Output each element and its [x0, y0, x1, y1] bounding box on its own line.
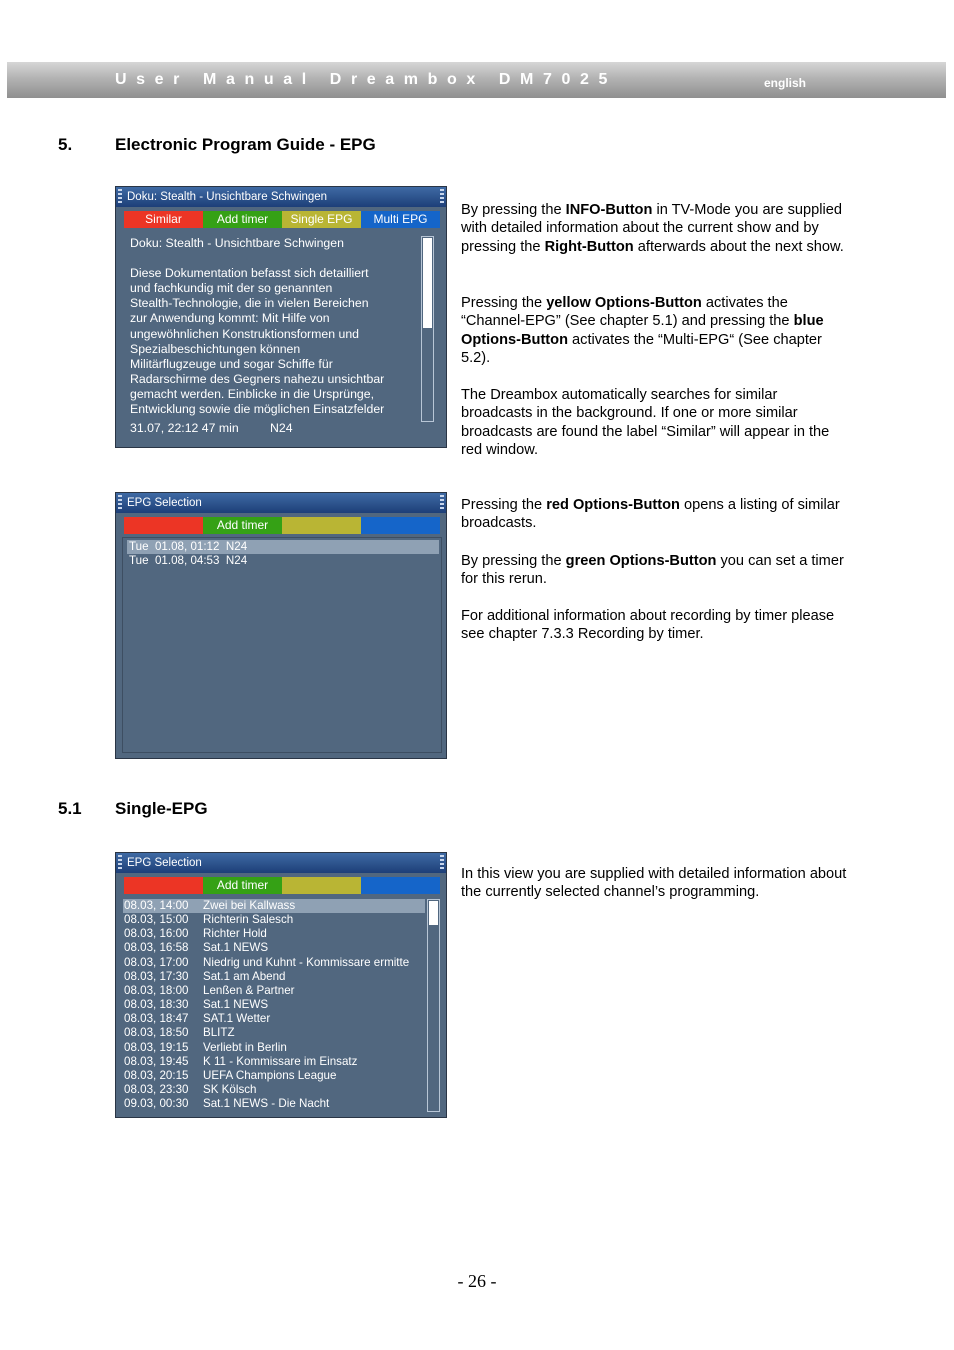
section-number: 5.1 [58, 799, 82, 818]
event-time: 31.07, 22:12 47 min [130, 421, 239, 435]
programme-title: SAT.1 Wetter [203, 1012, 271, 1026]
programme-title: Lenßen & Partner [203, 983, 295, 997]
programme-start: 08.03, 14:00 [124, 899, 189, 912]
scrollbar-thumb[interactable] [423, 238, 432, 328]
paragraph-options-buttons [461, 294, 851, 367]
text-run: By pressing the [461, 202, 566, 218]
bold-term: yellow Options-Button [546, 295, 702, 311]
epg-info-screen [115, 186, 447, 448]
programme-title: Sat.1 NEWS - Die Nacht [203, 1097, 330, 1111]
programme-title: Zwei bei Kallwass [203, 899, 296, 912]
programme-start: 08.03, 17:30 [124, 969, 189, 983]
text-run: The Dreambox automatically searches for similar broadcasts in the background. If one or more similar broadcasts are found the label “Similar” will appear in the red window. [461, 387, 830, 458]
section-number: 5. [58, 135, 73, 154]
yellow-single-epg-button[interactable]: Single EPG [282, 211, 361, 228]
grip-icon [118, 855, 122, 871]
text-run: In this view you are supplied with detailed information about the currently selected channel’s programming. [461, 866, 847, 901]
event-channel: N24 [270, 421, 293, 435]
programme-start: 08.03, 16:58 [124, 941, 189, 955]
text-run: activates the “Channel-EPG” (See chapter 5.1) and pressing the [461, 295, 794, 330]
grip-icon [440, 189, 444, 205]
programme-title: UEFA Champions League [203, 1068, 337, 1082]
text-run: Pressing the [461, 295, 547, 311]
programme-title: SK Kölsch [203, 1082, 257, 1096]
description-line: zur Anwendung kommt: Mit Hilfe von [130, 311, 330, 325]
screen-title: EPG Selection [127, 857, 202, 869]
description-line: und fachkundig mit der so genannten [130, 281, 333, 295]
screen-title: EPG Selection [127, 497, 202, 509]
paragraph-recording-reference [461, 607, 851, 644]
paragraph-info-button [461, 201, 851, 256]
blue-button[interactable] [361, 517, 440, 534]
bold-term: red Options-Button [546, 497, 680, 513]
programme-title: Sat.1 NEWS [203, 998, 269, 1012]
color-button-bar [124, 517, 440, 534]
bold-term: INFO-Button [565, 202, 653, 218]
programme-title: K 11 - Kommissare im Einsatz [203, 1054, 358, 1068]
programme-start: 08.03, 18:30 [124, 998, 189, 1012]
programme-start: 08.03, 20:15 [124, 1068, 189, 1082]
screen-title-bar [116, 493, 446, 513]
manual-title: User Manual Dreambox DM7025 [115, 71, 617, 88]
paragraph-red-button [461, 496, 851, 533]
scrollbar[interactable] [427, 899, 440, 1112]
yellow-button[interactable] [282, 517, 361, 534]
description-line: gemacht werden. Einblicke in die Ursprünge, [130, 387, 375, 401]
programme-title: Verliebt in Berlin [203, 1040, 287, 1054]
programme-start: 08.03, 23:30 [124, 1082, 189, 1096]
bold-term: blue Options-Button [461, 313, 824, 348]
description-line: Entwicklung sowie die möglichen Einsatzfelder [130, 402, 385, 416]
text-run: By pressing the [461, 553, 566, 569]
page-number: - 26 - [457, 1271, 497, 1291]
text-run: For additional information about recording by timer please see chapter 7.3.3 Recording by timer. [461, 608, 835, 643]
broadcast-list [122, 537, 442, 753]
programme-title: Sat.1 NEWS [203, 941, 269, 955]
blue-multi-epg-button[interactable]: Multi EPG [361, 211, 440, 228]
programme-start: 08.03, 15:00 [124, 913, 189, 927]
paragraph-similar-search [461, 386, 851, 459]
scrollbar-thumb[interactable] [429, 901, 438, 925]
description-line: Spezialbeschichtungen können [130, 342, 301, 356]
text-run: activates the “Multi-EPG“ (See chapter 5.2). [461, 331, 822, 366]
programme-title: Sat.1 am Abend [203, 969, 286, 983]
green-add-timer-button[interactable]: Add timer [203, 877, 282, 894]
programme-start: 08.03, 18:50 [124, 1026, 189, 1040]
description-line: Militärflugzeuge und sogar Schiffe für [130, 357, 333, 371]
screen-title-bar [116, 187, 446, 207]
description-line: Stealth-Technologie, die in vielen Bereichen [130, 296, 369, 310]
grip-icon [118, 189, 122, 205]
red-button[interactable] [124, 517, 203, 534]
description-line: Diese Dokumentation befasst sich detailliert [130, 266, 369, 280]
scrollbar[interactable] [421, 236, 434, 422]
red-button[interactable] [124, 877, 203, 894]
programme-start: 08.03, 19:45 [124, 1054, 189, 1068]
list-item[interactable]: Tue 01.08, 04:53 N24 [129, 554, 248, 567]
programme-title: Richterin Salesch [203, 913, 294, 927]
programme-title: Niedrig und Kuhnt - Kommissare ermitte [203, 955, 410, 969]
bold-term: Right-Button [544, 238, 634, 255]
programme-start: 08.03, 16:00 [124, 927, 189, 941]
single-epg-screen [115, 852, 447, 1118]
programme-start: 08.03, 19:15 [124, 1040, 189, 1054]
language-label: english [764, 76, 807, 90]
header-bar [7, 62, 946, 98]
section-title: Single-EPG [115, 799, 208, 818]
programme-start: 09.03, 00:30 [124, 1097, 189, 1111]
text-run: afterwards about the next show. [633, 238, 844, 255]
text-run: opens a listing of similar broadcasts. [461, 497, 840, 532]
screen-title: Doku: Stealth - Unsichtbare Schwingen [127, 191, 328, 203]
text-run: you can set a timer for this rerun. [461, 553, 844, 588]
programme-start: 08.03, 17:00 [124, 955, 189, 969]
screen-title-bar [116, 853, 446, 873]
red-similar-button[interactable]: Similar [124, 211, 203, 228]
blue-button[interactable] [361, 877, 440, 894]
color-button-bar [124, 877, 440, 894]
description-line: Radarschirme des Gegners nahezu unsichtbar [130, 372, 385, 386]
grip-icon [440, 495, 444, 511]
programme-start: 08.03, 18:47 [124, 1012, 189, 1026]
paragraph-single-epg [461, 865, 851, 902]
grip-icon [118, 495, 122, 511]
yellow-button[interactable] [282, 877, 361, 894]
section-title: Electronic Program Guide - EPG [115, 135, 376, 154]
description-line: ungewöhnlichen Konstruktionsformen und [130, 327, 360, 341]
programme-title: Richter Hold [203, 927, 267, 941]
similar-broadcasts-screen [115, 492, 447, 759]
programme-title: BLITZ [203, 1026, 235, 1040]
text-run: in TV-Mode you are supplied with detailed information about the current show and by pressing the [461, 202, 842, 255]
text-run: Pressing the [461, 497, 547, 513]
event-title: Doku: Stealth - Unsichtbare Schwingen [130, 236, 344, 250]
list-item[interactable]: Tue 01.08, 01:12 N24 [129, 540, 248, 553]
color-button-bar [124, 211, 440, 228]
bold-term: green Options-Button [565, 553, 717, 569]
programme-start: 08.03, 18:00 [124, 983, 189, 997]
grip-icon [440, 855, 444, 871]
paragraph-green-button [461, 552, 851, 589]
green-add-timer-button[interactable]: Add timer [203, 211, 282, 228]
green-add-timer-button[interactable]: Add timer [203, 517, 282, 534]
